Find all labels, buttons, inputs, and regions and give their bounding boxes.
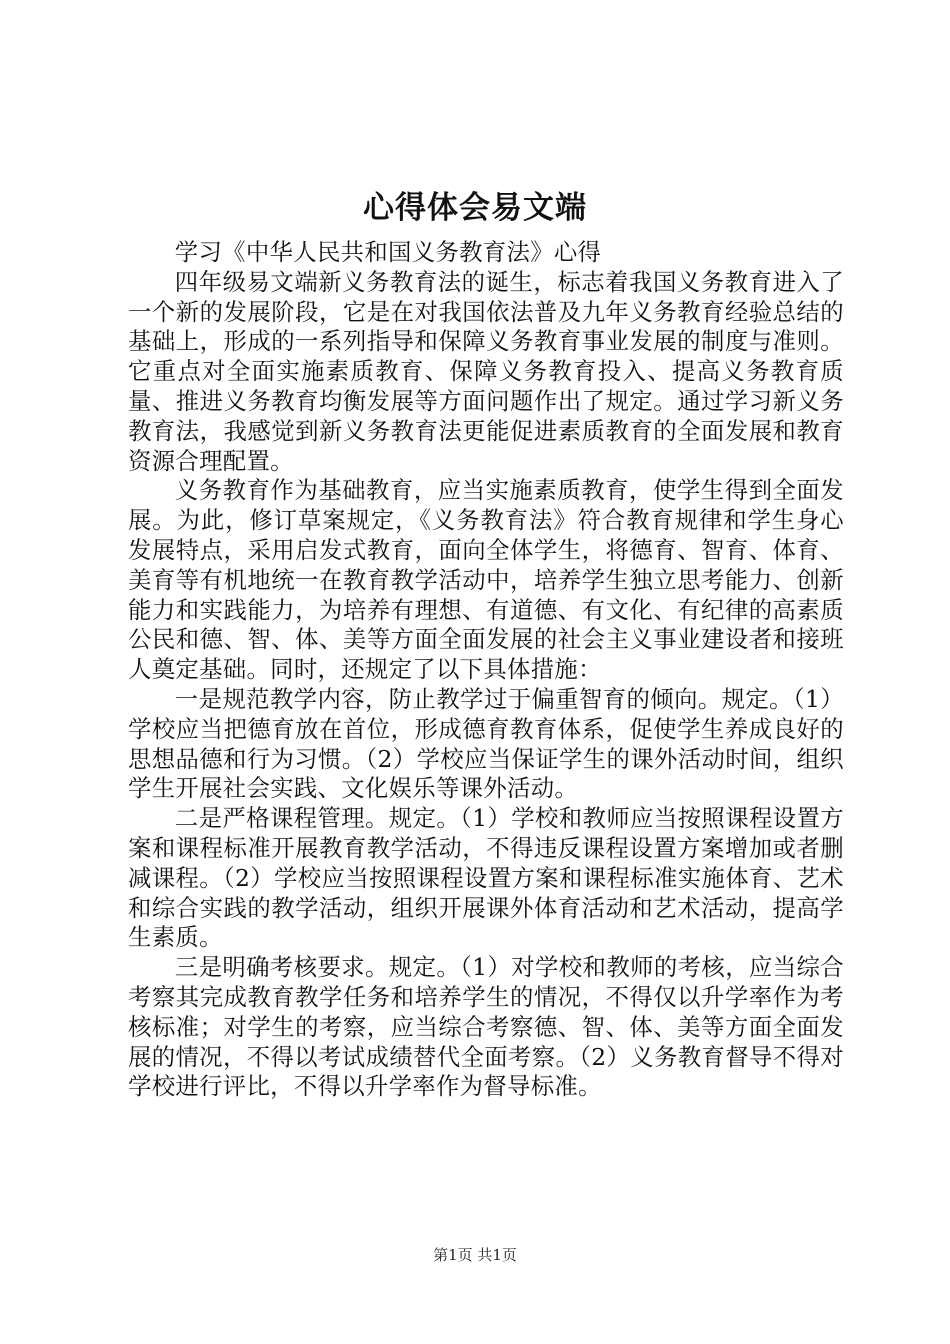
paragraph-measure-three: 三是明确考核要求。规定。（1）对学校和教师的考核，应当综合考察其完成教育教学任务和培养学生的情况，不得仅以升学率作为考核标准；对学生的考察，应当综合考察德、智、体、美等方面全面发展的情况，不得以考试成绩替代全面考察。（2）义务教育督导不得对学校进行评比，不得以升学率作为督导标准。	[128, 953, 844, 1101]
page-number-footer: 第1页 共1页	[433, 1246, 517, 1264]
document-body	[128, 238, 844, 1102]
paragraph-intro: 四年级易文端新义务教育法的诞生，标志着我国义务教育进入了一个新的发展阶段，它是在对我国依法普及九年义务教育经验总结的基础上，形成的一系列指导和保障义务教育事业发展的制度与准则。它重点对全面实施素质教育、保障义务教育投入、提高义务教育质量、推进义务教育均衡发展等方面问题作出了规定。通过学习新义务教育法，我感觉到新义务教育法更能促进素质教育的全面发展和教育资源合理配置。	[128, 267, 844, 475]
paragraph-measure-one: 一是规范教学内容，防止教学过于偏重智育的倾向。规定。（1）学校应当把德育放在首位，形成德育教育体系，促使学生养成良好的思想品德和行为习惯。（2）学校应当保证学生的课外活动时间，组织学生开展社会实践、文化娱乐等课外活动。	[128, 684, 844, 803]
paragraph-quality-education: 义务教育作为基础教育，应当实施素质教育，使学生得到全面发展。为此，修订草案规定，《义务教育法》符合教育规律和学生身心发展特点，采用启发式教育，面向全体学生，将德育、智育、体育、美育等有机地统一在教育教学活动中，培养学生独立思考能力、创新能力和实践能力，为培养有理想、有道德、有文化、有纪律的高素质公民和德、智、体、美等方面全面发展的社会主义事业建设者和接班人奠定基础。同时，还规定了以下具体措施：	[128, 476, 844, 684]
paragraph-subtitle: 学习《中华人民共和国义务教育法》心得	[174, 238, 602, 266]
document-title: 心得体会易文端	[363, 190, 587, 226]
paragraph-measure-two: 二是严格课程管理。规定。（1）学校和教师应当按照课程设置方案和课程标准开展教育教学活动，不得违反课程设置方案增加或者删减课程。（2）学校应当按照课程设置方案和课程标准实施体育、艺术和综合实践的教学活动，组织开展课外体育活动和艺术活动，提高学生素质。	[128, 804, 844, 952]
